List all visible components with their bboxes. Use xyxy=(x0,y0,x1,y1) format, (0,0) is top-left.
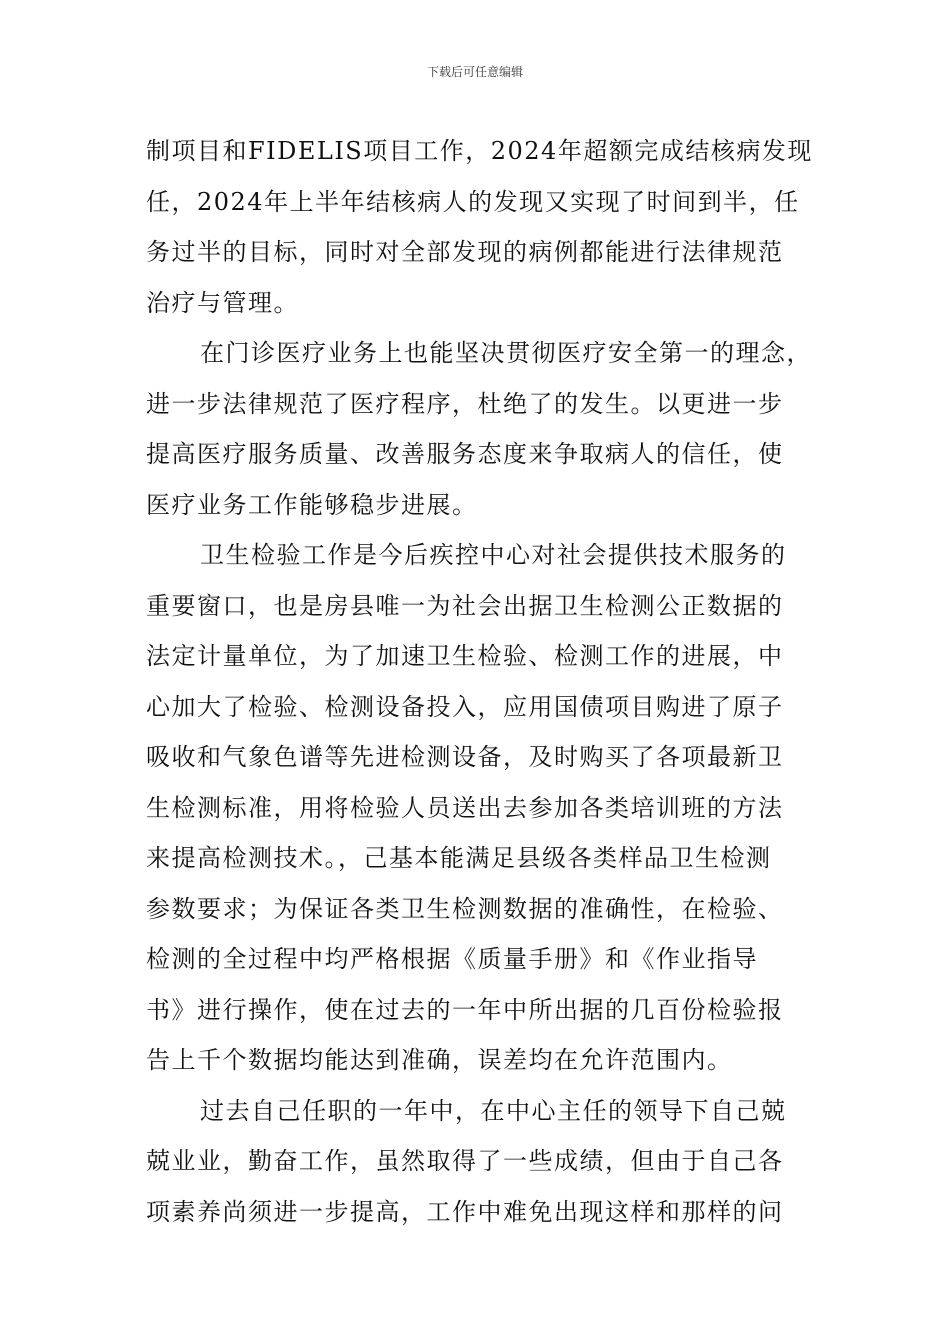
paragraph-2 xyxy=(146,328,812,530)
text-line: 项素养尚须进一步提高，工作中难免出现这样和那样的问 xyxy=(146,1197,784,1226)
document-body xyxy=(146,126,813,1237)
text-line: 制项目和FIDELIS项目工作，2024年超额完成结核病发现 xyxy=(146,137,813,165)
paragraph-3 xyxy=(146,530,806,1086)
text-line: 进一步法律规范了医疗程序，杜绝了的发生。以更进一步 xyxy=(146,389,784,418)
text-line: 检测的全过程中均严格根据《质量手册》和《作业指导 xyxy=(146,945,758,973)
text-line: 心加大了检验、检测设备投入，应用国债项目购进了原子 xyxy=(146,692,784,721)
text-line: 卫生检验工作是今后疾控中心对社会提供技术服务的 xyxy=(200,541,787,569)
text-line: 重要窗口，也是房县唯一为社会出据卫生检测公正数据的 xyxy=(146,591,784,620)
text-line: 务过半的目标，同时对全部发现的病例都能进行法律规范 xyxy=(146,238,784,266)
text-line: 治疗与管理。 xyxy=(146,288,299,317)
text-line: 法定计量单位，为了加速卫生检验、检测工作的进展，中 xyxy=(146,642,784,670)
text-line: 兢业业，勤奋工作，虽然取得了一些成绩，但由于自己各 xyxy=(146,1147,784,1175)
text-line: 医疗业务工作能够稳步进展。 xyxy=(146,490,478,519)
text-line: 吸收和气象色谱等先进检测设备，及时购买了各项最新卫 xyxy=(146,743,784,771)
paragraph-1 xyxy=(146,126,813,328)
text-line: 在门诊医疗业务上也能坚决贯彻医疗安全第一的理念， xyxy=(200,339,812,367)
text-line: 生检测标准，用将检验人员送出去参加各类培训班的方法 xyxy=(146,793,784,822)
text-line: 来提高检测技术。，己基本能满足县级各类样品卫生检测 xyxy=(146,844,772,872)
text-line: 提高医疗服务质量、改善服务态度来争取病人的信任，使 xyxy=(146,440,784,468)
text-line: 任，2024年上半年结核病人的发现又实现了时间到半，任 xyxy=(146,187,800,216)
text-line: 告上千个数据均能达到准确，误差均在允许范围内。 xyxy=(146,1046,733,1074)
page-header: 下载后可任意编辑 xyxy=(426,65,523,79)
text-line: 书》进行操作，使在过去的一年中所出据的几百份检验报 xyxy=(146,995,784,1024)
text-line: 参数要求；为保证各类卫生检测数据的准确性，在检验、 xyxy=(146,894,784,923)
text-line: 过去自己任职的一年中，在中心主任的领导下自己兢 xyxy=(200,1096,787,1125)
paragraph-4 xyxy=(146,1086,806,1238)
